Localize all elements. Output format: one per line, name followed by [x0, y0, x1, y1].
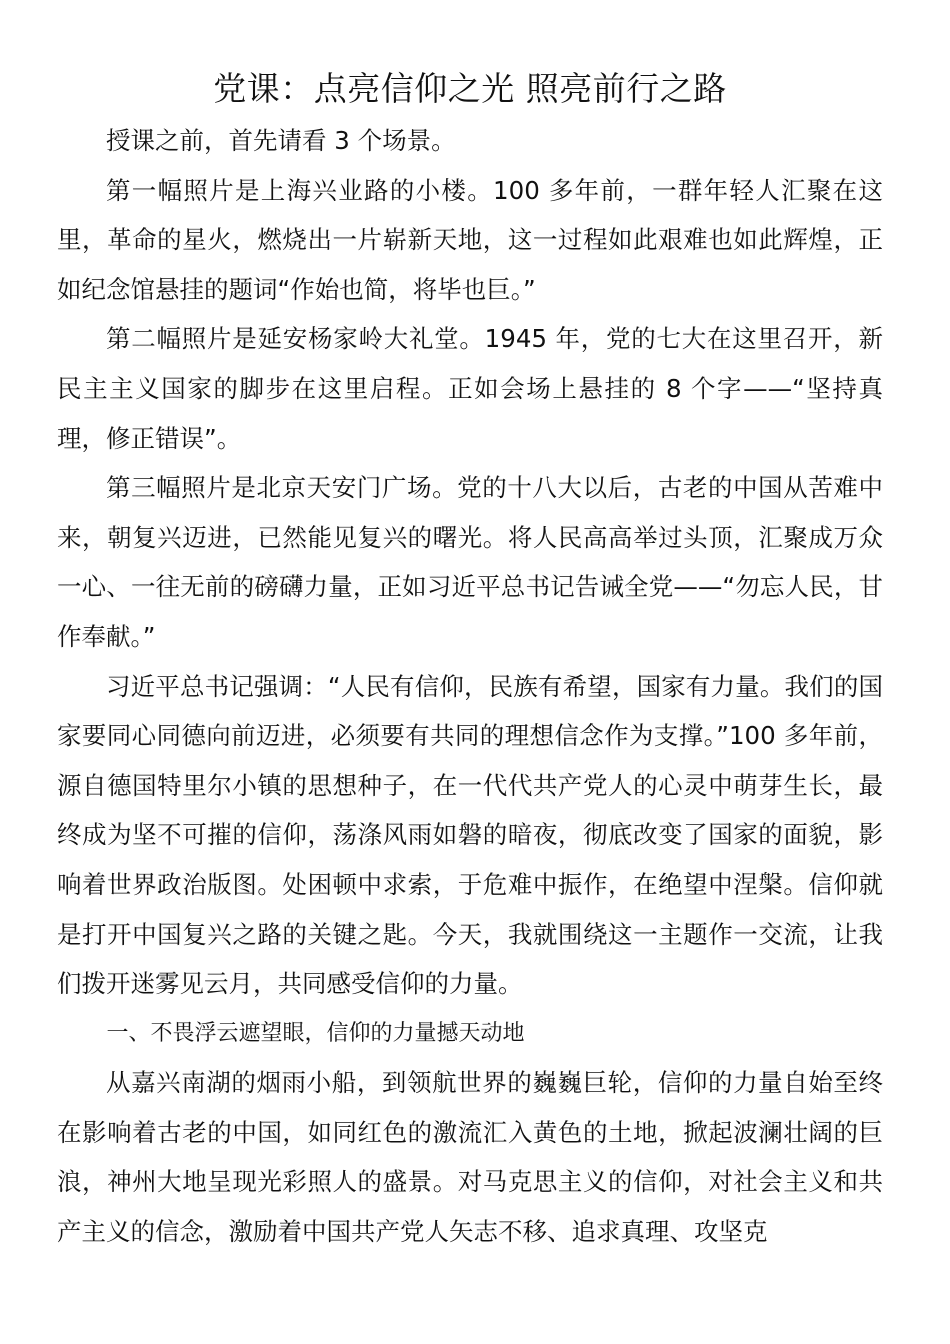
- section-heading: 一、不畏浮云遮望眼，信仰的力量撼天动地: [106, 1020, 525, 1046]
- paragraph-intro: 授课之前，首先请看 3 个场景。: [106, 126, 456, 155]
- paragraph-scene-2: 第二幅照片是延安杨家岭大礼堂。1945 年，党的七大在这里召开，新民主主义国家的脚步在这里启程。正如会场上悬挂的 8 个字——“坚持真理，修正错误”。: [57, 324, 883, 453]
- document-title: 党课：点亮信仰之光 照亮前行之路: [213, 69, 727, 108]
- paragraph-quote: 习近平总书记强调：“人民有信仰，民族有希望，国家有力量。我们的国家要同心同德向前迈进，必须要有共同的理想信念作为支撑。”100 多年前，源自德国特里尔小镇的思想种子，在一代代共产党人的心灵中萌芽生长，最终成为坚不可摧的信仰，荡涤风雨如磐的暗夜，彻底改变了国家的面貌，影响着世界政治版图。处困顿中求索，于危难中振作，在绝望中涅槃。信仰就是打开中国复兴之路的关键之匙。今天，我就围绕这一主题作一交流，让我们拨开迷雾见云月，共同感受信仰的力量。: [57, 671, 883, 999]
- document-page: [57, 62, 883, 1257]
- paragraph-scene-3: 第三幅照片是北京天安门广场。党的十八大以后，古老的中国从苦难中来，朝复兴迈进，已然能见复兴的曙光。将人民高高举过头顶，汇聚成万众一心、一往无前的磅礴力量，正如习近平总书记告诫全党——“勿忘人民，甘作奉献。”: [57, 473, 883, 651]
- paragraph-section-1: 从嘉兴南湖的烟雨小船，到领航世界的巍巍巨轮，信仰的力量自始至终在影响着古老的中国，如同红色的激流汇入黄色的土地，掀起波澜壮阔的巨浪，神州大地呈现光彩照人的盛景。对马克思主义的信仰，对社会主义和共产主义的信念，激励着中国共产党人矢志不移、追求真理、攻坚克: [57, 1068, 883, 1247]
- paragraph-scene-1: 第一幅照片是上海兴业路的小楼。100 多年前，一群年轻人汇聚在这里，革命的星火，燃烧出一片崭新天地，这一过程如此艰难也如此辉煌，正如纪念馆悬挂的题词“作始也简，将毕也巨。”: [57, 175, 883, 304]
